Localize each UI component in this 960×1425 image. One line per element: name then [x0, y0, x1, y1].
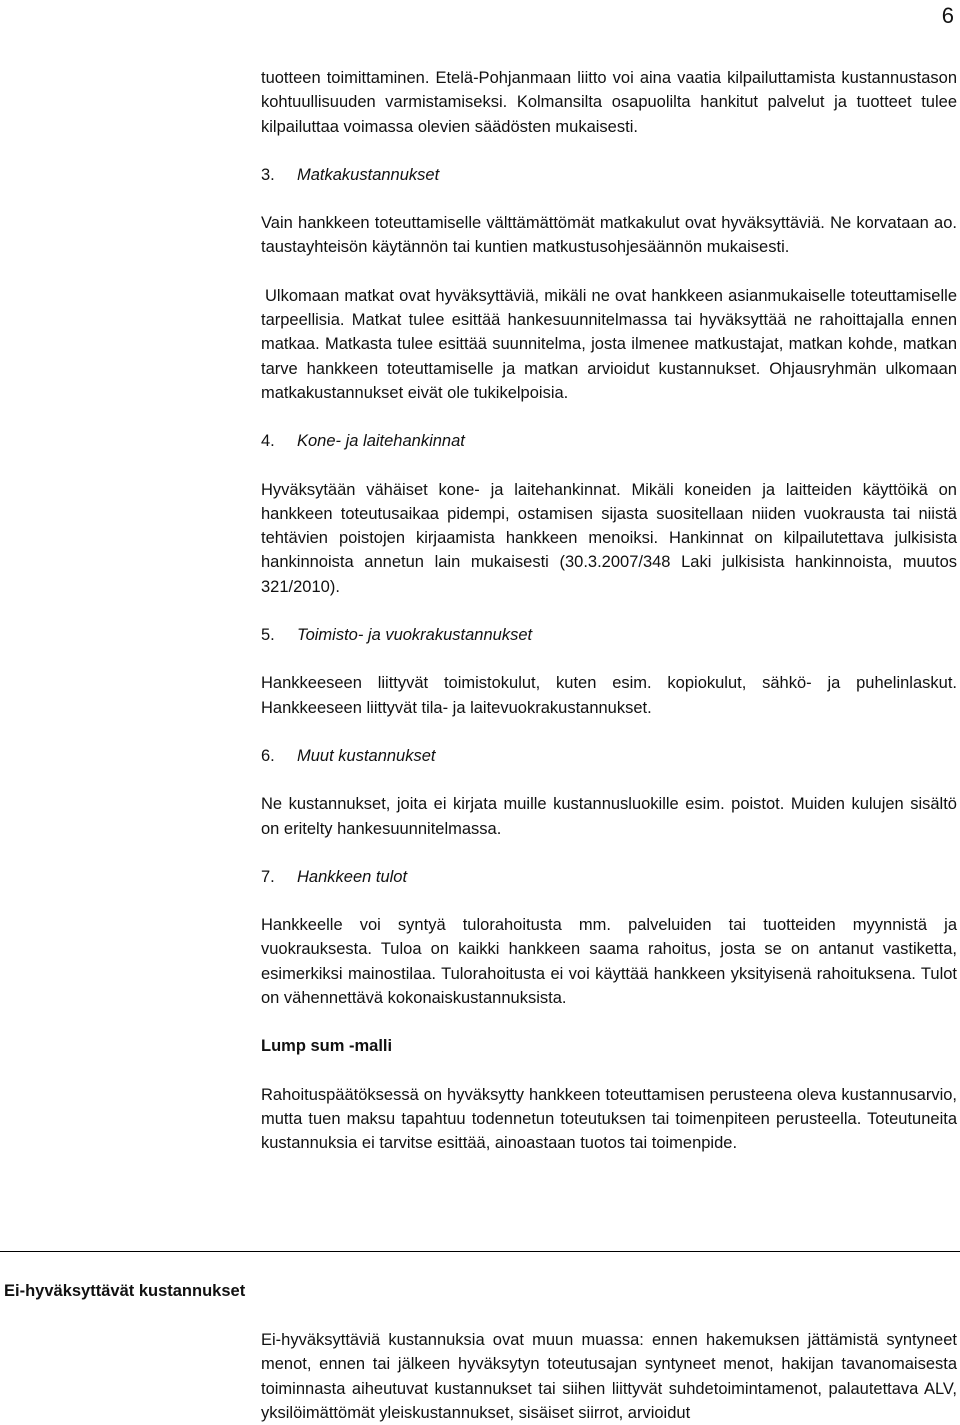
section-number: 5. [261, 626, 275, 645]
section-paragraph: Vain hankkeen toteuttamiselle välttämättömät matkakulut ovat hyväksyttäviä. Ne korvataan ao. taustayhteisön käytännön tai kuntien matkustusohjesäännön mukaisesti. [261, 214, 957, 257]
section-number: 7. [261, 867, 275, 886]
section-title: Kone- ja laitehankinnat [297, 432, 465, 451]
non-eligible-paragraph: Ei-hyväksyttäviä kustannuksia ovat muun muassa: ennen hakemuksen jättämistä syntyneet menot, ennen tai jälkeen hyväksytyn toteutusajan syntyneet menot, hakijan tavanomaisesta toiminnasta aiheutuvat kustannukset tai siihen liittyvät suhdetoimintamenot, palautettava ALV, yksilöimättömät yleiskustannukset, sisäiset siirrot, arvioidut [261, 1331, 957, 1422]
section-title: Muut kustannukset [297, 746, 436, 765]
intro-paragraph: tuotteen toimittaminen. Etelä-Pohjanmaan liitto voi aina vaatia kilpailuttamista kustannustason kohtuullisuuden varmistamiseksi. Kolmansilta osapuolilta hankitut palvelut ja tuotteet tulee kilpailuttaa voimassa olevien säädösten mukaisesti. [261, 69, 957, 136]
lump-sum-paragraph: Rahoituspäätöksessä on hyväksytty hankkeen toteuttamisen perusteena oleva kustannusarvio, mutta tuen maksu tapahtuu todennetun toteutuksen tai toimenpiteen perusteella. Toteutuneita kustannuksia ei tarvitse esittää, ainoastaan tuotos tai toimenpide. [261, 1085, 957, 1153]
page-number: 6 [941, 3, 954, 28]
section-heading-travel-costs [261, 163, 957, 187]
section-heading-office-rent [261, 623, 957, 647]
non-eligible-body [261, 1328, 957, 1425]
section-paragraph: Hankkeelle voi syntyä tulorahoitusta mm. palveluiden tai tuotteiden myynnistä ja vuokrauksesta. Tuloa on kaikki hankkeen saama rahoitus, josta se on antanut vastiketta, esimerkiksi mainostilaa. Tulorahoitusta ei voi käyttää hankkeen yksityisenä rahoituksena. Tulot on vähennettävä kokonaiskustannuksista. [261, 916, 957, 1008]
section-heading-other-costs [261, 744, 957, 768]
non-eligible-heading: Ei-hyväksyttävät kustannukset [4, 1282, 246, 1300]
section-paragraph: Ne kustannukset, joita ei kirjata muille kustannusluokille esim. poistot. Muiden kulujen sisältö on eritelty hankesuunnitelmassa. [261, 795, 957, 838]
section-divider [0, 1251, 960, 1252]
section-title: Toimisto- ja vuokrakustannukset [297, 626, 533, 645]
section-paragraph: Hyväksytään vähäiset kone- ja laitehankinnat. Mikäli koneiden ja laitteiden käyttöikä on hankkeen toteutusaikaa pidempi, ostamisen sijasta suositellaan niiden vuokrausta tai niistä tehtävien poistojen kirjaamista hankkeen menoiksi. Hankinnat on kilpailutettava julkisista hankinnoista annetun lain mukaisesti (30.3.2007/348 Laki julkisista hankinnoista, muutos 321/2010). [261, 480, 957, 596]
lump-sum-heading: Lump sum -malli [261, 1037, 393, 1056]
section-number: 6. [261, 746, 275, 765]
section-number: 4. [261, 432, 275, 451]
section-heading-project-income [261, 865, 957, 889]
section-heading-equipment [261, 429, 957, 453]
section-title: Hankkeen tulot [297, 867, 408, 886]
section-title: Matkakustannukset [297, 165, 440, 184]
section-paragraph: Ulkomaan matkat ovat hyväksyttäviä, mikäli ne ovat hankkeen asianmukaiselle toteuttamiselle tarpeellisia. Matkat tulee esittää hankesuunnitelmassa tai hyväksyttää ne rahoittajalla ennen matkaa. Matkasta tulee esittää suunnitelma, josta ilmenee matkustajat, matkan kohde, matkan tarve hankkeen toteuttamiselle ja matkan arvioidut kustannukset. Ohjausryhmän ulkomaan matkakustannukset eivät ole tukikelpoisia. [261, 286, 957, 402]
document-body [261, 66, 957, 1156]
section-paragraph: Hankkeeseen liittyvät toimistokulut, kuten esim. kopiokulut, sähkö- ja puhelinlaskut. Hankkeeseen liittyvät tila- ja laitevuokrakustannukset. [261, 674, 957, 717]
section-number: 3. [261, 165, 275, 184]
